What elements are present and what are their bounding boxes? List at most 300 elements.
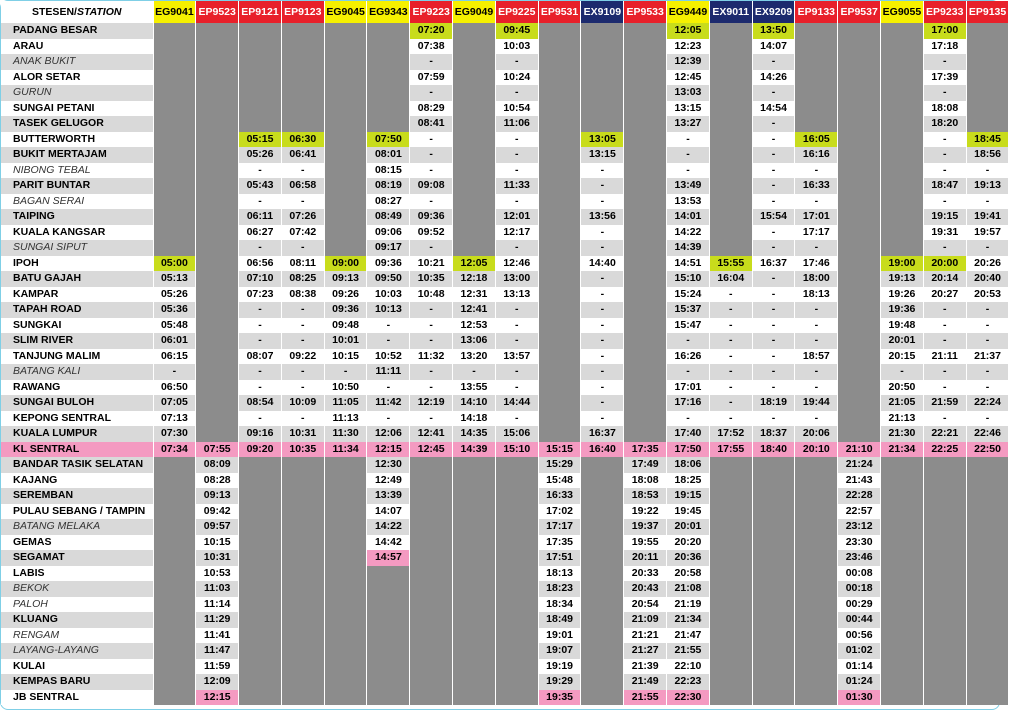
time-cell — [624, 132, 667, 148]
time-cell: - — [410, 147, 453, 163]
time-cell — [538, 349, 581, 365]
time-cell: - — [795, 240, 838, 256]
time-cell — [538, 132, 581, 148]
time-cell — [709, 473, 752, 489]
table-row — [1, 581, 1009, 597]
time-cell — [153, 488, 196, 504]
time-cell: 19:26 — [881, 287, 924, 303]
time-cell: 00:56 — [838, 628, 881, 644]
time-cell: 18:13 — [795, 287, 838, 303]
time-cell: 18:08 — [624, 473, 667, 489]
time-cell — [239, 690, 282, 706]
time-cell: 12:17 — [495, 225, 538, 241]
time-cell: 17:55 — [709, 442, 752, 458]
time-cell — [795, 550, 838, 566]
station-name: KLUANG — [1, 612, 153, 628]
time-cell: 13:27 — [667, 116, 710, 132]
time-cell: 08:28 — [196, 473, 239, 489]
time-cell — [324, 566, 367, 582]
time-cell — [624, 318, 667, 334]
time-cell — [324, 132, 367, 148]
time-cell: 09:57 — [196, 519, 239, 535]
time-cell: - — [367, 411, 410, 427]
train-header-eg9343: EG9343 — [367, 1, 410, 23]
time-cell: 21:43 — [838, 473, 881, 489]
time-cell: - — [495, 194, 538, 210]
station-name: ANAK BUKIT — [1, 54, 153, 70]
time-cell: 12:39 — [667, 54, 710, 70]
time-cell — [923, 581, 966, 597]
time-cell — [966, 519, 1009, 535]
time-cell: - — [581, 318, 624, 334]
station-name: SUNGAI BULOH — [1, 395, 153, 411]
time-cell — [966, 674, 1009, 690]
time-cell: 21:27 — [624, 643, 667, 659]
time-cell — [239, 70, 282, 86]
time-cell — [923, 550, 966, 566]
time-cell: - — [752, 178, 795, 194]
time-cell: 09:45 — [495, 23, 538, 39]
time-cell: 18:57 — [795, 349, 838, 365]
time-cell — [239, 23, 282, 39]
time-cell: 20:54 — [624, 597, 667, 613]
time-cell — [153, 457, 196, 473]
time-cell: 14:39 — [667, 240, 710, 256]
time-cell: - — [752, 54, 795, 70]
time-cell: 09:50 — [367, 271, 410, 287]
time-cell: - — [495, 380, 538, 396]
time-cell — [153, 225, 196, 241]
time-cell — [324, 101, 367, 117]
table-row — [1, 597, 1009, 613]
time-cell — [367, 597, 410, 613]
time-cell: 19:19 — [538, 659, 581, 675]
time-cell: 13:39 — [367, 488, 410, 504]
time-cell — [709, 85, 752, 101]
time-cell — [709, 628, 752, 644]
time-cell — [453, 194, 496, 210]
time-cell: - — [581, 349, 624, 365]
time-cell: - — [709, 364, 752, 380]
time-cell: 14:57 — [367, 550, 410, 566]
time-cell — [624, 23, 667, 39]
time-cell — [324, 54, 367, 70]
time-cell: - — [667, 163, 710, 179]
time-cell — [881, 488, 924, 504]
time-cell: - — [752, 163, 795, 179]
table-row — [1, 659, 1009, 675]
time-cell: - — [923, 147, 966, 163]
table-row — [1, 147, 1009, 163]
time-cell: 20:01 — [667, 519, 710, 535]
time-cell: 21:55 — [624, 690, 667, 706]
time-cell: - — [410, 318, 453, 334]
time-cell — [838, 333, 881, 349]
time-cell: 21:49 — [624, 674, 667, 690]
time-cell: - — [709, 333, 752, 349]
time-cell: 16:26 — [667, 349, 710, 365]
time-cell — [239, 85, 282, 101]
time-cell — [838, 178, 881, 194]
time-cell — [324, 628, 367, 644]
time-cell — [838, 349, 881, 365]
time-cell: - — [795, 194, 838, 210]
time-cell — [153, 597, 196, 613]
time-cell — [966, 23, 1009, 39]
time-cell — [581, 457, 624, 473]
time-cell — [709, 690, 752, 706]
station-name: SLIM RIVER — [1, 333, 153, 349]
time-cell: 10:15 — [196, 535, 239, 551]
time-cell — [324, 674, 367, 690]
time-cell — [453, 566, 496, 582]
time-cell — [239, 674, 282, 690]
time-cell — [196, 364, 239, 380]
station-name: ALOR SETAR — [1, 70, 153, 86]
time-cell — [453, 54, 496, 70]
time-cell: 05:00 — [153, 256, 196, 272]
time-cell: - — [281, 364, 324, 380]
time-cell: - — [410, 163, 453, 179]
station-name: PALOH — [1, 597, 153, 613]
table-row — [1, 550, 1009, 566]
time-cell — [410, 581, 453, 597]
time-cell — [324, 535, 367, 551]
time-cell — [581, 581, 624, 597]
table-row — [1, 426, 1009, 442]
time-cell — [453, 550, 496, 566]
time-cell: 13:50 — [752, 23, 795, 39]
time-cell: 13:05 — [581, 132, 624, 148]
time-cell — [838, 23, 881, 39]
time-cell: 20:36 — [667, 550, 710, 566]
station-name: SEREMBAN — [1, 488, 153, 504]
time-cell — [495, 674, 538, 690]
time-cell — [624, 287, 667, 303]
time-cell — [324, 581, 367, 597]
time-cell: 19:07 — [538, 643, 581, 659]
time-cell: - — [752, 85, 795, 101]
time-cell: 14:26 — [752, 70, 795, 86]
train-header-eg9055: EG9055 — [881, 1, 924, 23]
time-cell: 11:41 — [196, 628, 239, 644]
time-cell: - — [966, 302, 1009, 318]
time-cell — [881, 70, 924, 86]
time-cell — [966, 85, 1009, 101]
time-cell: 21:59 — [923, 395, 966, 411]
time-cell: 20:33 — [624, 566, 667, 582]
train-header-ep9225: EP9225 — [495, 1, 538, 23]
time-cell: 07:20 — [410, 23, 453, 39]
time-cell: 05:26 — [153, 287, 196, 303]
train-header-ep9537: EP9537 — [838, 1, 881, 23]
time-cell — [281, 566, 324, 582]
time-cell: 14:10 — [453, 395, 496, 411]
time-cell — [752, 566, 795, 582]
time-cell: 05:43 — [239, 178, 282, 194]
time-cell: - — [495, 85, 538, 101]
time-cell — [624, 85, 667, 101]
time-cell — [281, 550, 324, 566]
time-cell — [367, 566, 410, 582]
time-cell: 15:47 — [667, 318, 710, 334]
table-row — [1, 287, 1009, 303]
table-row — [1, 488, 1009, 504]
time-cell: - — [709, 287, 752, 303]
time-cell — [838, 240, 881, 256]
time-cell: 07:38 — [410, 39, 453, 55]
time-cell — [239, 612, 282, 628]
time-cell — [795, 643, 838, 659]
time-cell: - — [923, 318, 966, 334]
time-cell: 17:52 — [709, 426, 752, 442]
time-cell: 11:42 — [367, 395, 410, 411]
time-cell — [923, 612, 966, 628]
time-cell — [795, 488, 838, 504]
time-cell: 08:07 — [239, 349, 282, 365]
time-cell — [324, 225, 367, 241]
time-cell: - — [923, 132, 966, 148]
time-cell — [410, 597, 453, 613]
time-cell — [624, 380, 667, 396]
time-cell — [281, 519, 324, 535]
time-cell — [838, 302, 881, 318]
time-cell — [538, 411, 581, 427]
station-name: LAYANG-LAYANG — [1, 643, 153, 659]
time-cell: 00:44 — [838, 612, 881, 628]
time-cell — [966, 504, 1009, 520]
table-row — [1, 504, 1009, 520]
time-cell — [881, 147, 924, 163]
time-cell — [453, 535, 496, 551]
time-cell — [495, 519, 538, 535]
time-cell: - — [752, 349, 795, 365]
station-name: KEMPAS BARU — [1, 674, 153, 690]
table-row — [1, 101, 1009, 117]
time-cell — [153, 163, 196, 179]
time-cell — [838, 147, 881, 163]
time-cell: 06:11 — [239, 209, 282, 225]
time-cell — [795, 85, 838, 101]
time-cell — [281, 70, 324, 86]
time-cell — [881, 566, 924, 582]
time-cell: 19:22 — [624, 504, 667, 520]
time-cell: 12:05 — [453, 256, 496, 272]
time-cell — [153, 581, 196, 597]
time-cell: 12:15 — [367, 442, 410, 458]
time-cell: 21:10 — [838, 442, 881, 458]
time-cell: 14:07 — [752, 39, 795, 55]
time-cell: 09:42 — [196, 504, 239, 520]
train-header-ep9531: EP9531 — [538, 1, 581, 23]
time-cell: 07:26 — [281, 209, 324, 225]
time-cell: - — [923, 364, 966, 380]
time-cell — [324, 163, 367, 179]
time-cell: - — [709, 395, 752, 411]
time-cell: 21:09 — [624, 612, 667, 628]
time-cell: 15:37 — [667, 302, 710, 318]
time-cell: 17:02 — [538, 504, 581, 520]
table-row — [1, 473, 1009, 489]
station-name: KUALA LUMPUR — [1, 426, 153, 442]
time-cell — [752, 597, 795, 613]
time-cell: - — [881, 364, 924, 380]
time-cell — [624, 271, 667, 287]
time-cell — [881, 612, 924, 628]
time-cell — [324, 473, 367, 489]
time-cell — [881, 643, 924, 659]
time-cell: 17:46 — [795, 256, 838, 272]
time-cell — [624, 163, 667, 179]
time-cell — [795, 535, 838, 551]
time-cell: 18:25 — [667, 473, 710, 489]
time-cell: 20:26 — [966, 256, 1009, 272]
time-cell: 13:55 — [453, 380, 496, 396]
time-cell — [196, 271, 239, 287]
time-cell: 09:20 — [239, 442, 282, 458]
time-cell — [239, 628, 282, 644]
time-cell — [453, 690, 496, 706]
time-cell: 08:49 — [367, 209, 410, 225]
time-cell — [495, 550, 538, 566]
time-cell: 05:26 — [239, 147, 282, 163]
time-cell: 08:19 — [367, 178, 410, 194]
time-cell — [795, 54, 838, 70]
time-cell — [795, 612, 838, 628]
time-cell — [153, 643, 196, 659]
time-cell — [709, 504, 752, 520]
time-cell: 13:03 — [667, 85, 710, 101]
time-cell — [624, 178, 667, 194]
time-cell — [538, 23, 581, 39]
time-cell — [581, 519, 624, 535]
time-cell — [709, 457, 752, 473]
time-cell: - — [581, 194, 624, 210]
time-cell — [709, 70, 752, 86]
time-cell — [153, 566, 196, 582]
time-cell: - — [581, 163, 624, 179]
time-cell: 19:13 — [966, 178, 1009, 194]
time-cell: 09:17 — [367, 240, 410, 256]
time-cell — [495, 659, 538, 675]
time-cell: - — [752, 364, 795, 380]
time-cell — [838, 163, 881, 179]
time-cell — [239, 101, 282, 117]
time-cell — [838, 70, 881, 86]
time-cell — [196, 70, 239, 86]
time-cell — [538, 271, 581, 287]
time-cell — [838, 194, 881, 210]
time-cell — [709, 225, 752, 241]
time-cell — [196, 147, 239, 163]
table-row — [1, 442, 1009, 458]
time-cell: 11:29 — [196, 612, 239, 628]
time-cell: - — [966, 364, 1009, 380]
time-cell: 09:52 — [410, 225, 453, 241]
time-cell — [709, 674, 752, 690]
time-cell — [196, 23, 239, 39]
time-cell: 06:58 — [281, 178, 324, 194]
station-name: BAGAN SERAI — [1, 194, 153, 210]
time-cell — [709, 116, 752, 132]
time-cell: - — [667, 364, 710, 380]
time-cell: - — [667, 411, 710, 427]
time-cell — [196, 116, 239, 132]
time-cell — [153, 23, 196, 39]
time-cell: - — [752, 333, 795, 349]
time-cell — [923, 473, 966, 489]
time-cell — [324, 39, 367, 55]
time-cell — [538, 194, 581, 210]
time-cell: - — [281, 333, 324, 349]
time-cell — [281, 643, 324, 659]
time-cell — [624, 209, 667, 225]
time-cell: 11:13 — [324, 411, 367, 427]
table-row — [1, 194, 1009, 210]
time-cell — [923, 504, 966, 520]
time-cell — [881, 457, 924, 473]
time-cell: 06:01 — [153, 333, 196, 349]
train-header-ep9533: EP9533 — [624, 1, 667, 23]
time-cell — [709, 132, 752, 148]
time-cell — [281, 628, 324, 644]
time-cell — [838, 209, 881, 225]
time-cell: 12:41 — [410, 426, 453, 442]
time-cell: 15:10 — [667, 271, 710, 287]
time-cell — [453, 504, 496, 520]
time-cell — [324, 116, 367, 132]
time-cell — [881, 194, 924, 210]
time-cell — [581, 473, 624, 489]
time-cell — [324, 240, 367, 256]
time-cell — [538, 85, 581, 101]
time-cell — [752, 535, 795, 551]
time-cell: 11:06 — [495, 116, 538, 132]
time-cell — [538, 225, 581, 241]
time-cell — [624, 147, 667, 163]
time-cell — [838, 39, 881, 55]
time-cell: 09:48 — [324, 318, 367, 334]
time-cell: - — [495, 364, 538, 380]
time-cell: 10:50 — [324, 380, 367, 396]
time-cell — [581, 70, 624, 86]
time-cell: 15:29 — [538, 457, 581, 473]
time-cell: 20:00 — [923, 256, 966, 272]
time-cell — [838, 380, 881, 396]
time-cell — [453, 457, 496, 473]
time-cell: 17:50 — [667, 442, 710, 458]
train-timetable — [1, 1, 1009, 705]
time-cell: 19:29 — [538, 674, 581, 690]
time-cell — [538, 380, 581, 396]
time-cell: 16:33 — [795, 178, 838, 194]
table-row — [1, 690, 1009, 706]
time-cell — [538, 318, 581, 334]
time-cell: - — [923, 54, 966, 70]
time-cell — [538, 209, 581, 225]
time-cell: 21:47 — [667, 628, 710, 644]
time-cell — [966, 612, 1009, 628]
time-cell: - — [239, 318, 282, 334]
table-row — [1, 318, 1009, 334]
time-cell — [881, 85, 924, 101]
time-cell: 22:46 — [966, 426, 1009, 442]
time-cell: 18:56 — [966, 147, 1009, 163]
time-cell: 18:47 — [923, 178, 966, 194]
table-row — [1, 209, 1009, 225]
time-cell: 05:15 — [239, 132, 282, 148]
time-cell: 14:22 — [667, 225, 710, 241]
